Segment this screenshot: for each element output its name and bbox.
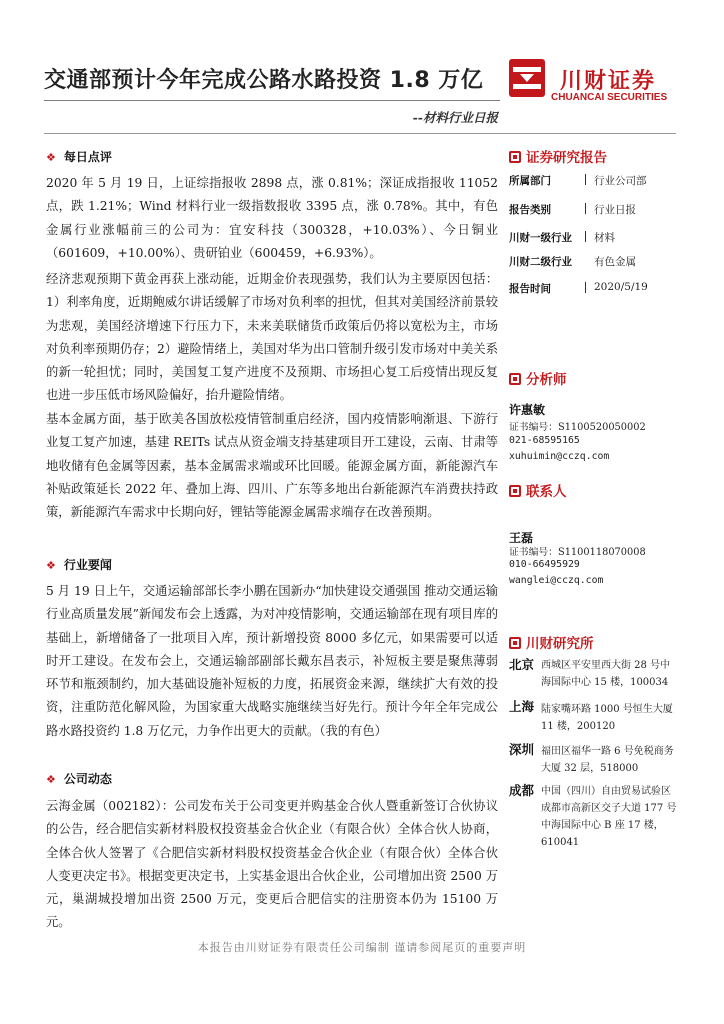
office-city-shanghai: 上海 bbox=[509, 699, 535, 714]
daily-paragraph-3: 基本金属方面，基于欧美各国放松疫情管制重启经济，国内疫情影响渐退、下游行业复工复产加速，基建 REITs 试点从资金端支持基建项目开工建设，云南、甘肃等地收储有色金属等因素，基本金属需求端或环比回暖。能源金属方面，新能源汽车补贴政策延长 2022 年、叠加上海、四川、广东等多地出台新能源汽车消费扶持政策，新能源汽车需求中长期向好，锂钴等能源金属需求端存在改善预期。 bbox=[46, 412, 498, 520]
section-marker-icon bbox=[509, 485, 521, 497]
meta-value-industry-l1: 材料 bbox=[594, 232, 615, 244]
contact-phone: 010-66495929 bbox=[509, 559, 580, 570]
contact-cert: 证书编号：S1100118070008 bbox=[509, 547, 646, 558]
meta-separator bbox=[585, 231, 586, 242]
report-subtitle: --材料行业日报 bbox=[412, 110, 498, 125]
office-address-shenzhen: 福田区福华一路 6 号免税商务大厦 32 层，518000 bbox=[541, 746, 674, 774]
meta-separator bbox=[585, 282, 586, 293]
section-marker-icon bbox=[509, 373, 521, 385]
meta-label-industry-l1: 川财一级行业 bbox=[509, 232, 572, 244]
analyst-email[interactable]: xuhuimin@cczq.com bbox=[509, 451, 610, 462]
contact-name: 王磊 bbox=[509, 531, 534, 545]
office-city-beijing: 北京 bbox=[509, 657, 535, 672]
diamond-bullet-icon: ❖ bbox=[46, 559, 56, 572]
office-address-chengdu: 中国（四川）自由贸易试验区成都市高新区交子大道 177 号中海国际中心 B 座 17 楼，610041 bbox=[541, 786, 677, 848]
section-news-heading: ❖ 行业要闻 bbox=[46, 558, 112, 572]
chuancai-logo-icon bbox=[508, 58, 546, 98]
meta-value-department: 行业公司部 bbox=[594, 175, 647, 187]
brand-name-en: CHUANCAI SECURITIES bbox=[551, 92, 668, 103]
analyst-heading: 分析师 bbox=[509, 368, 567, 388]
section-daily-heading: ❖ 每日点评 bbox=[46, 150, 112, 164]
daily-paragraph-2: 经济悲观预期下黄金再获上涨动能，近期金价表现强势，我们认为主要原因包括：1）利率角度，近期鲍威尔讲话缓解了市场对负利率的担忧，但其对美国经济前景较为悲观，美国经济增速下行压力下，未来美联储货币政策后仍将以宽松为主，市场对负利率预期仍存；2）避险情绪上，美国对华为出口管制升级引发市场对中美关系的新一轮担忧；同时，美国复工复产进度不及预期、市场担心复工后疫情出现反复也进一步压低市场风险偏好，抬升避险情绪。 bbox=[46, 272, 498, 403]
meta-label-department: 所属部门 bbox=[509, 175, 551, 187]
analyst-cert: 证书编号：S1100520050002 bbox=[509, 422, 646, 433]
section-company-heading: ❖ 公司动态 bbox=[46, 772, 112, 786]
footer-disclaimer: 本报告由川财证券有限责任公司编制 谨请参阅尾页的重要声明 bbox=[197, 941, 527, 954]
contact-heading: 联系人 bbox=[509, 480, 567, 500]
meta-separator bbox=[585, 174, 586, 185]
meta-label-date: 报告时间 bbox=[509, 283, 551, 295]
news-paragraph-1: 5 月 19 日上午，交通运输部部长李小鹏在国新办“加快建设交通强国 推动交通运输行业高质量发展”新闻发布会上透露，为对冲疫情影响，交通运输部在现有项目库的基础上，新增储备了一批项目入库，预计新增投资 8000 多亿元，如果需要可以适时开工建设。在发布会上，交通运输部副部长戴东昌表示，补短板主要是聚焦薄弱环节和瓶颈制约，加大基础设施补短板的力度，拓展资金来源，继续扩大有效的投资，注重防范化解风险，为国家重大战略实施继续当好先行。预计今年全年完成公路水路投资约 1.8 万亿元，力争作出更大的贡献。（我的有色） bbox=[46, 584, 498, 738]
header-divider-bottom bbox=[44, 133, 676, 134]
institute-heading: 川财研究所 bbox=[509, 632, 594, 652]
diamond-bullet-icon: ❖ bbox=[46, 773, 56, 786]
meta-label-industry-l2: 川财二级行业 bbox=[509, 256, 572, 268]
contact-email[interactable]: wanglei@cczq.com bbox=[509, 575, 604, 586]
meta-value-industry-l2: 有色金属 bbox=[594, 256, 636, 268]
meta-separator bbox=[585, 203, 586, 214]
meta-value-category: 行业日报 bbox=[594, 204, 636, 216]
daily-paragraph-1: 2020 年 5 月 19 日，上证综指报收 2898 点，涨 0.81%；深证成指报收 11052 点，跌 1.21%；Wind 材料行业一级指数报收 3395 点，涨 0.78%。其中，有色金属行业涨幅前三的公司为：宜安科技（300328，+10.03%）、今日铜业（601609，+10.00%）、贵研铂业（600459，+6.93%）。 bbox=[46, 176, 498, 260]
company-paragraph-1: 云海金属（002182）：公司发布关于公司变更并购基金合伙人暨重新签订合伙协议的公告，经合肥信实新材料股权投资基金合伙企业（有限合伙）全体合伙人协商，全体合伙人签署了《合肥信实新材料股权投资基金合伙企业（有限合伙）全体合伙人变更决定书》。根据变更决定书，上实基金退出合伙企业，公司增加出资 2500 万元，巢湖城投增加出资 2500 万元，变更后合肥信实的注册资本仍为 15100 万元。 bbox=[46, 799, 498, 930]
meta-label-category: 报告类别 bbox=[509, 204, 551, 216]
header-divider bbox=[44, 100, 500, 101]
office-address-beijing: 西城区平安里西大街 28 号中海国际中心 15 楼，100034 bbox=[541, 660, 671, 688]
office-address-shanghai: 陆家嘴环路 1000 号恒生大厦 11 楼，200120 bbox=[541, 704, 673, 732]
report-type-heading: 证券研究报告 bbox=[509, 146, 607, 166]
analyst-phone: 021-68595165 bbox=[509, 435, 580, 446]
section-marker-icon bbox=[509, 151, 521, 163]
analyst-name: 许惠敏 bbox=[509, 403, 546, 417]
meta-value-date: 2020/5/19 bbox=[594, 281, 648, 293]
section-marker-icon bbox=[509, 637, 521, 649]
office-city-shenzhen: 深圳 bbox=[509, 742, 535, 757]
brand-name-cn: 川财证券 bbox=[560, 69, 657, 94]
diamond-bullet-icon: ❖ bbox=[46, 151, 56, 164]
office-city-chengdu: 成都 bbox=[509, 783, 535, 798]
report-title: 交通部预计今年完成公路水路投资 1.8 万亿 bbox=[44, 68, 484, 93]
